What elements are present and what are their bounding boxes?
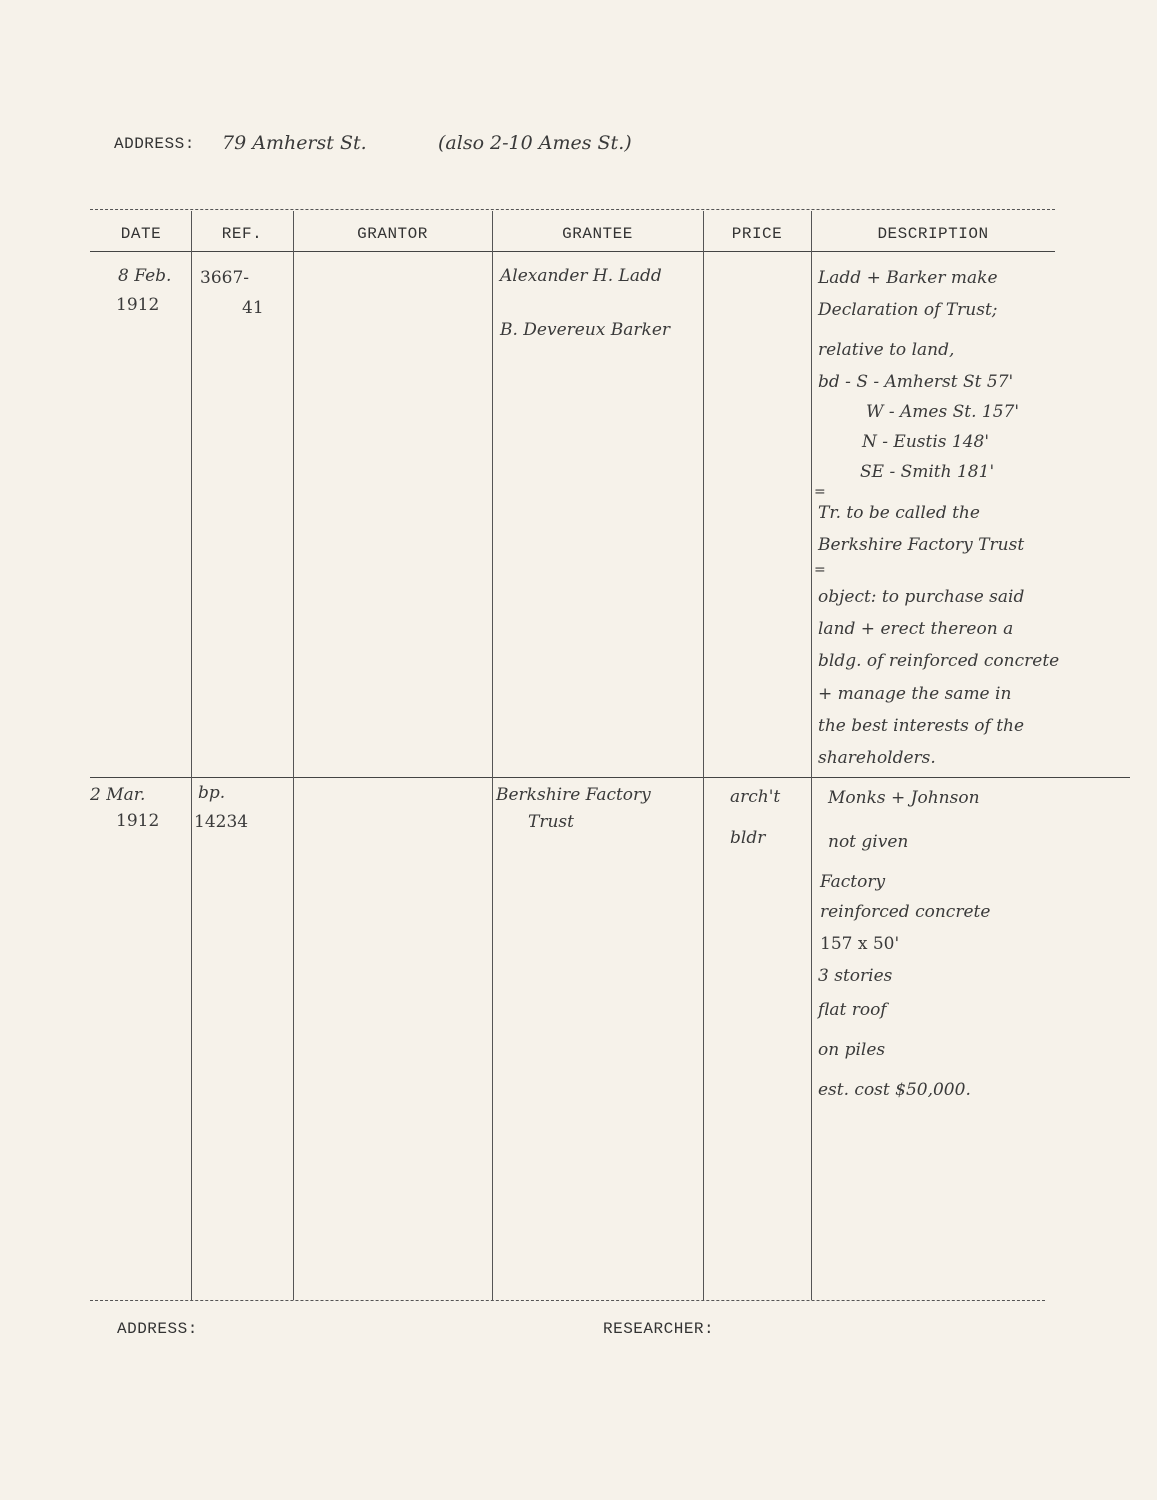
col-header-grantee: GRANTEE: [562, 225, 633, 243]
col-header-description: DESCRIPTION: [877, 225, 989, 243]
row2-ref-line2: 14234: [194, 812, 249, 832]
row1-desc-line: Berkshire Factory Trust: [818, 535, 1025, 555]
row1-desc-line: land + erect thereon a: [818, 619, 1014, 639]
col-divider-ref: [293, 211, 294, 1300]
col-divider-price: [811, 211, 812, 1300]
address-label: ADDRESS:: [114, 135, 195, 153]
row1-desc-line: N - Eustis 148': [862, 432, 990, 452]
col-header-ref: REF.: [221, 225, 263, 243]
col-divider-grantor: [492, 211, 493, 1300]
col-divider-date: [191, 211, 192, 1300]
row-divider: [90, 777, 1130, 778]
row2-desc-line: reinforced concrete: [820, 902, 991, 922]
row1-desc-line: + manage the same in: [818, 684, 1012, 704]
row1-date-day: 8 Feb.: [118, 266, 172, 286]
row1-desc-line: shareholders.: [818, 748, 936, 768]
footer-researcher-label: RESEARCHER:: [603, 1320, 715, 1338]
row1-date-year: 1912: [116, 295, 160, 315]
row1-desc-line: the best interests of the: [818, 716, 1025, 736]
row2-desc-line: flat roof: [818, 1000, 887, 1020]
table-bottom-rule: [90, 1300, 1045, 1301]
row1-desc-line: object: to purchase said: [818, 587, 1025, 607]
row2-desc-line: not given: [828, 832, 909, 852]
row1-desc-line: bldg. of reinforced concrete: [818, 651, 1060, 671]
header-bottom-rule: [90, 251, 1055, 252]
row1-desc-line: Tr. to be called the: [818, 503, 980, 523]
row2-desc-line: 3 stories: [818, 966, 893, 986]
row1-desc-line: SE - Smith 181': [860, 462, 995, 482]
row2-grantee-line2: Trust: [528, 812, 574, 832]
row2-desc-line: Monks + Johnson: [828, 788, 980, 808]
row1-ref-line2: 41: [242, 298, 264, 318]
row1-desc-line: relative to land,: [818, 340, 955, 360]
row2-date-day: 2 Mar.: [90, 785, 146, 805]
row1-desc-line: W - Ames St. 157': [866, 402, 1020, 422]
row1-grantee-line1: Alexander H. Ladd: [500, 266, 662, 286]
table-top-rule: [90, 209, 1055, 210]
row2-desc-line: est. cost $50,000.: [818, 1080, 971, 1100]
row2-price-line1: arch't: [730, 787, 781, 807]
row1-grantee-line2: B. Devereux Barker: [500, 320, 671, 340]
footer-address-label: ADDRESS:: [117, 1320, 198, 1338]
row2-price-line2: bldr: [730, 828, 766, 848]
row1-desc-line: =: [814, 484, 826, 500]
row2-grantee-line1: Berkshire Factory: [496, 785, 651, 805]
row1-desc-line: Ladd + Barker make: [818, 268, 998, 288]
row2-desc-line: 157 x 50': [820, 934, 900, 954]
row2-desc-line: Factory: [820, 872, 886, 892]
address-value: 79 Amherst St.: [222, 132, 367, 154]
col-divider-grantee: [703, 211, 704, 1300]
row1-desc-line: Declaration of Trust;: [818, 300, 998, 320]
col-header-date: DATE: [120, 225, 162, 243]
row2-ref-line1: bp.: [198, 783, 226, 803]
row1-desc-line: bd - S - Amherst St 57': [818, 372, 1014, 392]
row1-desc-line: =: [814, 562, 826, 578]
row2-date-year: 1912: [116, 811, 160, 831]
col-header-price: PRICE: [731, 225, 783, 243]
row2-desc-line: on piles: [818, 1040, 886, 1060]
col-header-grantor: GRANTOR: [357, 225, 428, 243]
row1-ref-line1: 3667-: [200, 268, 250, 288]
address-note: (also 2-10 Ames St.): [438, 132, 632, 154]
